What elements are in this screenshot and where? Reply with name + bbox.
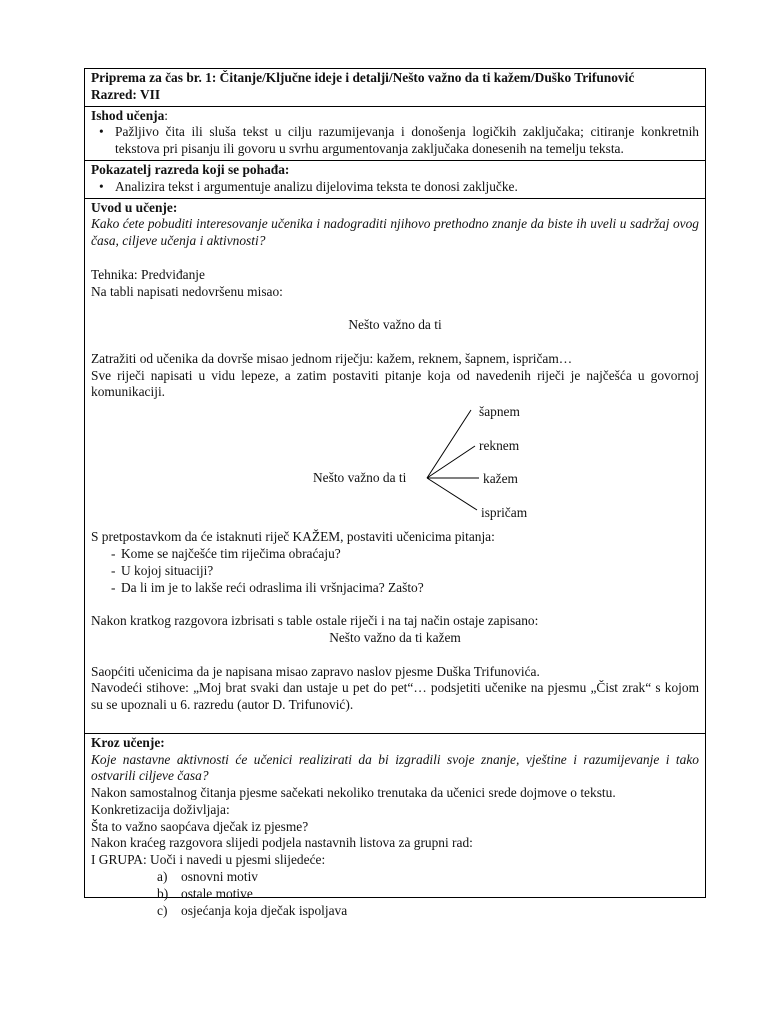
through-line: Nakon samostalnog čitanja pjesme sačekati nekoliko trenutaka da učenici srede dojmove o tekstu. — [91, 785, 616, 801]
indicator-item: • Analizira tekst i argumentuje analizu dijelovima teksta te donosi zaključke. — [91, 179, 699, 196]
question-item: - U kojoj situaciji? — [91, 563, 699, 580]
fan-word-reknem: reknem — [479, 438, 520, 454]
through-line: Šta to važno saopćava dječak iz pjesme? — [91, 818, 309, 834]
through-cell — [85, 734, 705, 918]
task-item — [91, 903, 699, 920]
final-phrase: Nešto važno da ti kažem — [329, 629, 461, 645]
task-item — [91, 869, 699, 886]
task-label: a) — [157, 869, 168, 885]
outcome-cell — [85, 107, 705, 161]
assume-line: S pretpostavkom da će istaknuti riječ KAŽEM, postaviti učenicima pitanja: — [91, 529, 495, 545]
fan-word-ispricam: ispričam — [481, 505, 528, 521]
fan-word-sapnem: šapnem — [479, 404, 520, 420]
outcome-heading — [91, 108, 699, 125]
grade-label: Razred: VII — [91, 86, 161, 102]
through-line: Konkretizacija doživljaja: — [91, 801, 230, 817]
fan-line-ispricam — [427, 478, 477, 510]
instruction-line: Na tabli napisati nedovršenu misao: — [91, 283, 283, 299]
lesson-title: Priprema za čas br. 1: Čitanje/Ključne ideje i detalji/Nešto važno da ti kažem/Duško Trifunović — [91, 70, 635, 85]
through-question: Koje nastavne aktivnosti će učenici realizirati da bi izgradili svoje znanje, vještine i razumijevanje i tako ostvarili ciljeve časa? — [91, 751, 699, 784]
task-list — [91, 869, 699, 919]
erase-line: Nakon kratkog razgovora izbrisati s table ostale riječi i na taj način ostaje zapisano: — [91, 613, 539, 629]
question-list — [91, 546, 699, 596]
header-cell — [85, 69, 705, 107]
word-fan-lines — [91, 401, 699, 529]
task-label: c) — [157, 902, 168, 918]
intro-heading: Uvod u učenje: — [91, 199, 178, 215]
fan-root-text: Nešto važno da ti — [313, 470, 407, 486]
through-heading: Kroz učenje: — [91, 734, 165, 750]
question-item: - Kome se najčešće tim riječima obraćaju? — [91, 546, 699, 563]
task-text: osnovni motiv — [181, 869, 259, 885]
outcome-colon: : — [164, 107, 169, 123]
through-line: Nakon kraćeg razgovora slijedi podjela nastavnih listova za grupni rad: — [91, 835, 473, 851]
task-item — [91, 886, 699, 903]
fan-line: Sve riječi napisati u vidu lepeze, a zatim postaviti pitanje koja od navedenih riječi je najčešća u govornoj komunikaciji. — [91, 367, 699, 400]
announce-line: Saopćiti učenicima da je napisana misao zapravo naslov pjesme Duška Trifunovića. — [91, 663, 540, 679]
task-label: b) — [157, 885, 169, 901]
fan-line-reknem — [427, 446, 475, 478]
verse-line: Navodeći stihove: „Moj brat svaki dan ustaje u pet do pet“… podsjetiti učenike na pjesmu „Čist zrak“ s kojom su se upoznali u 6. razredu (autor D. Trifunović). — [91, 680, 699, 713]
fan-word-kazem: kažem — [483, 471, 518, 487]
intro-question: Kako ćete pobuditi interesovanje učenika i nadograditi njihovo prethodno znanje da biste ih uveli u sadržaj ovog časa, ciljeve učenja i aktivnosti? — [91, 216, 699, 249]
intro-cell — [85, 199, 705, 734]
lesson-plan-table — [84, 68, 706, 918]
indicator-cell — [85, 161, 705, 199]
question-item: - Da li im je to lakše reći odraslima ili vršnjacima? Zašto? — [91, 580, 699, 597]
outcome-list — [91, 124, 699, 158]
task-text: osjećanja koja dječak ispoljava — [181, 902, 348, 918]
outcome-item: • Pažljivo čita ili sluša tekst u cilju razumijevanja i donošenja logičkih zaključaka; citiranje konkretnih tekstova pri pisanju ili govoru u svrhu argumentovanja zaključaka donesenih na temelju teksta. — [91, 124, 699, 158]
lesson-plan-page — [84, 68, 706, 918]
outcome-label: Ishod učenja — [91, 107, 165, 123]
ask-line: Zatražiti od učenika da dovrše misao jednom riječju: kažem, reknem, šapnem, ispričam… — [91, 350, 573, 366]
through-line: I GRUPA: Uoči i navedi u pjesmi slijedeće: — [91, 852, 326, 868]
task-text: ostale motive — [181, 885, 253, 901]
fan-line-sapnem — [427, 410, 471, 478]
indicator-list — [91, 179, 699, 196]
indicator-heading: Pokazatelj razreda koji se pohađa: — [91, 161, 290, 177]
technique-line: Tehnika: Predviđanje — [91, 266, 205, 282]
word-fan-diagram — [91, 401, 699, 529]
unfinished-phrase: Nešto važno da ti — [348, 317, 442, 333]
